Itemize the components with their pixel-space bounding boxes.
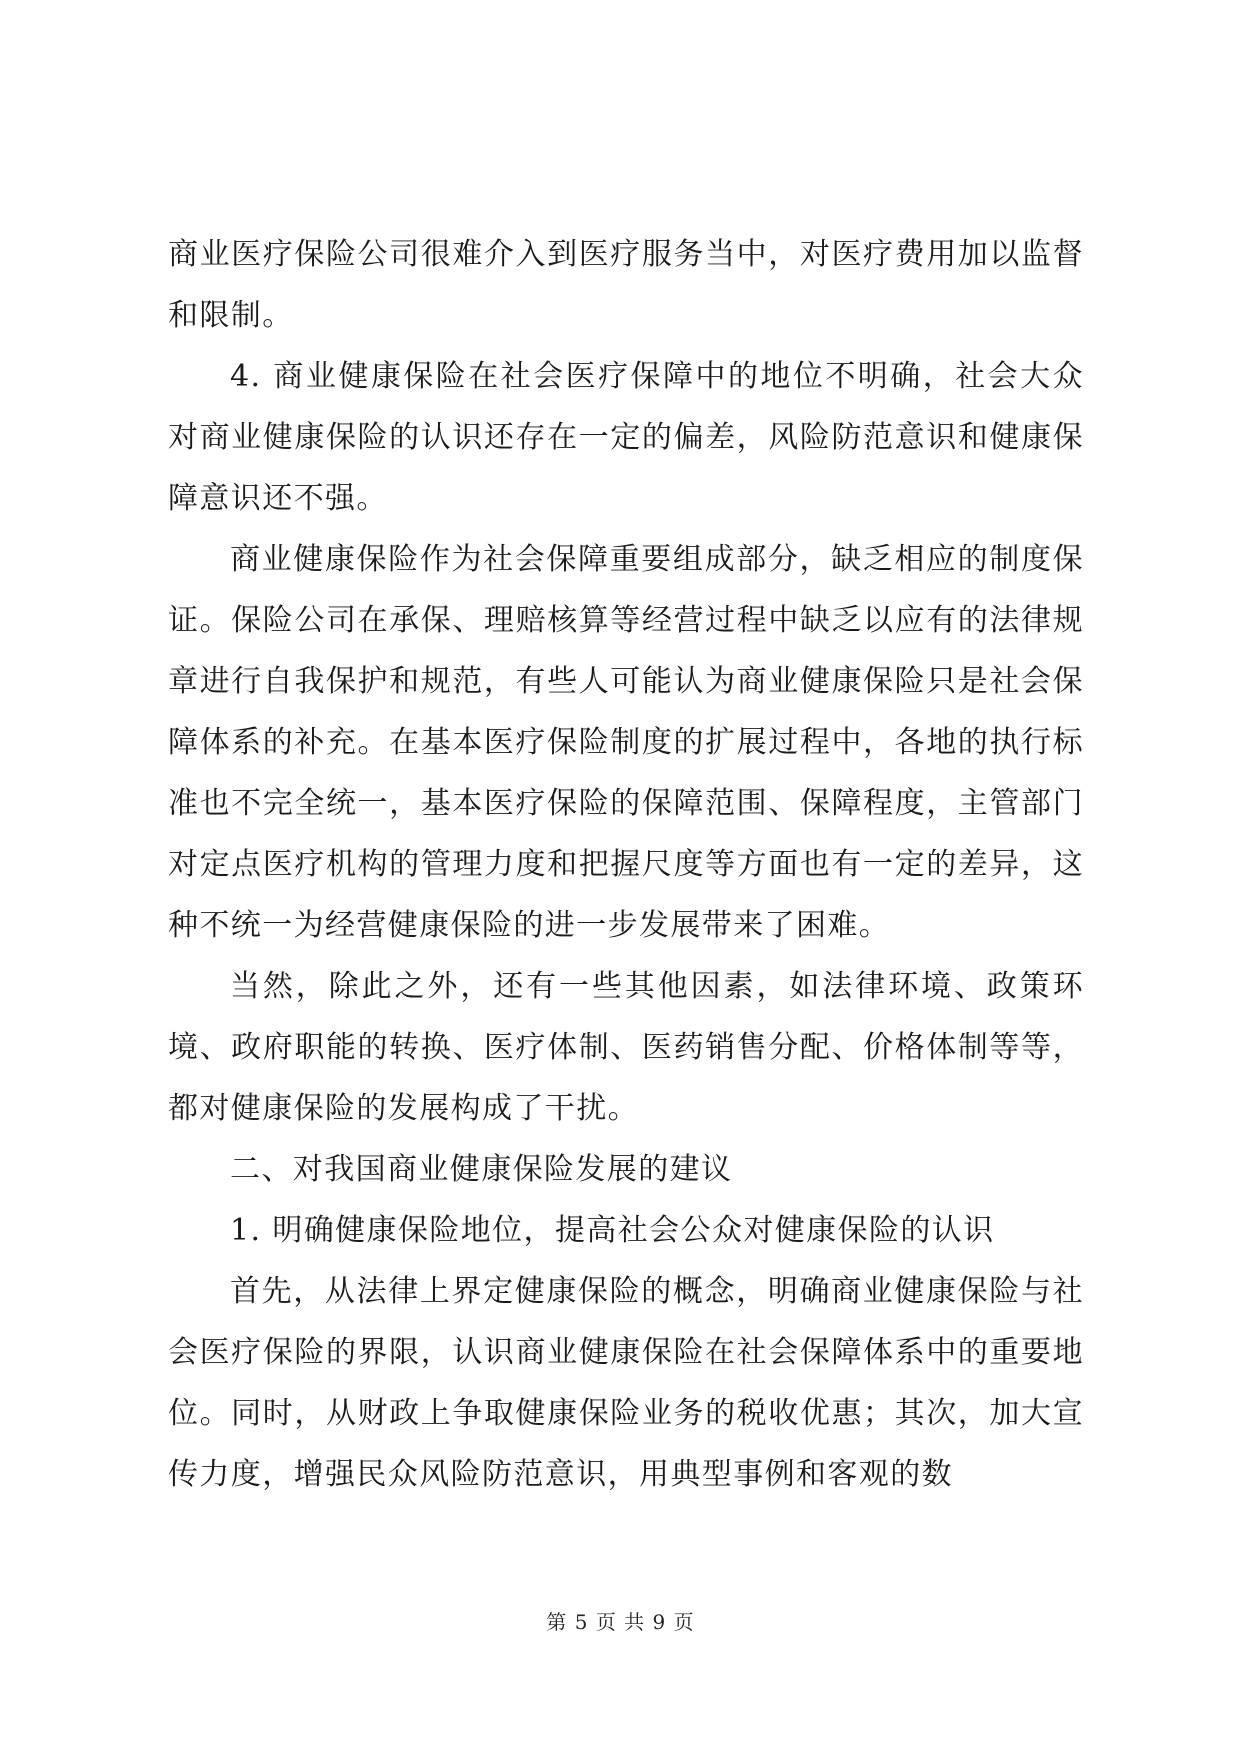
- paragraph-first-measures: 首先，从法律上界定健康保险的概念，明确商业健康保险与社会医疗保险的界限，认识商业健康保险在社会保障体系中的重要地位。同时，从财政上争取健康保险业务的税收优惠；其次，加大宣传力度，增强民众风险防范意识，用典型事例和客观的数: [168, 1274, 1084, 1492]
- document-body: [168, 224, 1084, 1505]
- subheading-point-1: 1. 明确健康保险地位，提高社会公众对健康保险的认识: [230, 1213, 995, 1248]
- page-number-footer: 第 5 页 共 9 页: [546, 1610, 695, 1634]
- paragraph-other-factors: 当然，除此之外，还有一些其他因素，如法律环境、政策环境、政府职能的转换、医疗体制、医药销售分配、价格体制等等，都对健康保险的发展构成了干扰。: [168, 969, 1084, 1126]
- section-heading-suggestions: 二、对我国商业健康保险发展的建议: [230, 1152, 733, 1187]
- paragraph-institutional-guarantee: 商业健康保险作为社会保障重要组成部分，缺乏相应的制度保证。保险公司在承保、理赔核算等经营过程中缺乏以应有的法律规章进行自我保护和规范，有些人可能认为商业健康保险只是社会保障体系的补充。在基本医疗保险制度的扩展过程中，各地的执行标准也不完全统一，基本医疗保险的保障范围、保障程度，主管部门对定点医疗机构的管理力度和把握尺度等方面也有一定的差异，这种不统一为经营健康保险的进一步发展带来了困难。: [168, 542, 1084, 943]
- paragraph-point-4: 4. 商业健康保险在社会医疗保障中的地位不明确，社会大众对商业健康保险的认识还存在一定的偏差，风险防范意识和健康保障意识还不强。: [168, 359, 1084, 516]
- paragraph-continuation: 商业医疗保险公司很难介入到医疗服务当中，对医疗费用加以监督和限制。: [168, 237, 1084, 333]
